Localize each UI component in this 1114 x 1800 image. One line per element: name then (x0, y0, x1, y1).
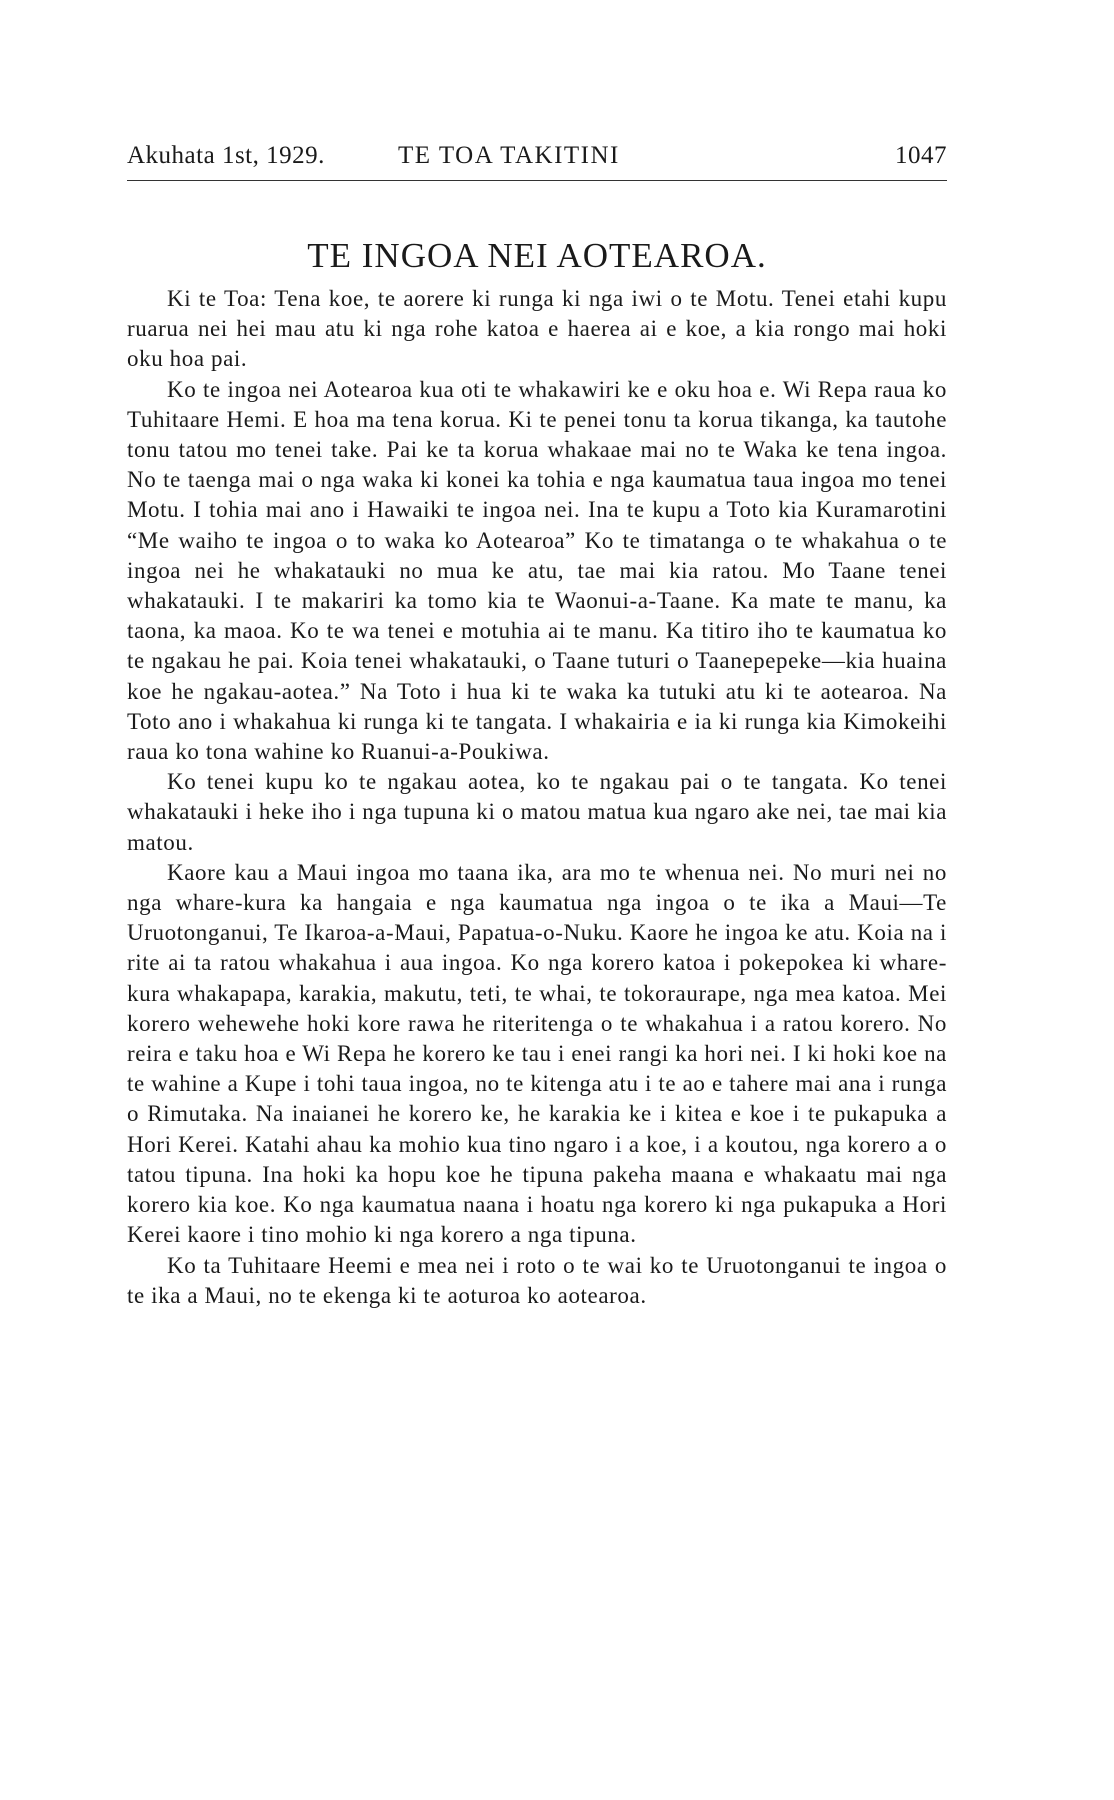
document-page (127, 142, 947, 1311)
paragraph-4: Kaore kau a Maui ingoa mo taana ika, ara mo te whenua nei. No muri nei no nga whare-kura ka hangaia e nga kaumatua nga ingoa o te ika a Maui—Te Uruotonganui, Te Ikaroa-a-Maui, Papatua-o-Nuku. Kaore he ingoa ke atu. Koia na i rite ai ta ratou whakahua i aua ingoa. Ko nga korero katoa i pokepokea ki whare-kura whakapapa, karakia, makutu, teti, te whai, te tokoraurape, nga mea katoa. Mei korero wehewehe hoki kore rawa he riteritenga o te whakahua i a ratou korero. No reira e taku hoa e Wi Repa he korero ke tau i enei rangi ka hori nei. I ki hoki koe na te wahine a Kupe i tohi taua ingoa, no te kitenga atu i te ao e tahere mai ana i runga o Rimutaka. Na inaianei he korero ke, he karakia ke i kitea e koe i te pukapuka a Hori Kerei. Katahi ahau ka mohio kua tino ngaro i a koe, i a koutou, nga korero a o tatou tipuna. Ina hoki ka hopu koe he tipuna pakeha maana e whakaatu mai nga korero kia koe. Ko nga kaumatua naana i hoatu nga korero ki nga pukapuka a Hori Kerei kaore i tino mohio ki nga korero a nga tipuna. (127, 859, 947, 1248)
page-number: 1047 (895, 142, 947, 169)
paragraph-5: Ko ta Tuhitaare Heemi e mea nei i roto o te wai ko te Uruotonganui te ingoa o te ika a Maui, no te ekenga ki te aoturoa ko aotearoa. (127, 1252, 947, 1308)
issue-date: Akuhata 1st, 1929. (127, 142, 325, 169)
article-body (127, 284, 947, 1311)
paragraph-1: Ki te Toa: Tena koe, te aorere ki runga ki nga iwi o te Motu. Tenei etahi kupu ruarua nei hei mau atu ki nga rohe katoa e haerea ai e koe, a kia rongo mai hoki oku hoa pai. (127, 286, 947, 372)
header-rule (127, 180, 947, 181)
running-head (127, 142, 947, 178)
journal-title: TE TOA TAKITINI (398, 142, 620, 169)
paragraph-3: Ko tenei kupu ko te ngakau aotea, ko te ngakau pai o te tangata. Ko tenei whakatauki i heke iho i nga tupuna ki o matou matua kua ngaro ake nei, tae mai kia matou. (127, 769, 947, 855)
article-title: TE INGOA NEI AOTEAROA. (307, 236, 767, 275)
paragraph-2: Ko te ingoa nei Aotearoa kua oti te whakawiri ke e oku hoa e. Wi Repa raua ko Tuhitaare Hemi. E hoa ma tena korua. Ki te penei tonu ta korua tikanga, ka tautohe tonu tatou mo tenei take. Pai ke ta korua whakaae mai no te Waka ke tena ingoa. No te taenga mai o nga waka ki konei ka tohia e nga kaumatua taua ingoa mo tenei Motu. I tohia mai ano i Hawaiki te ingoa nei. Ina te kupu a Toto kia Kuramarotini “Me waiho te ingoa o to waka ko Aotearoa” Ko te timatanga o te whakahua o te ingoa nei he whakatauki no mua ke atu, tae mai kia ratou. Mo Taane tenei whakatauki. I te makariri ka tomo kia te Waonui-a-Taane. Ka mate te manu, ka taona, ka maoa. Ko te wa tenei e motuhia ai te manu. Ka titiro iho te kaumatua ko te ngakau he pai. Koia tenei whakatauki, o Taane tuturi o Taanepepeke—kia huaina koe he ngakau-aotea.” Na Toto i hua ki te waka ka tutuki atu ki te aotearoa. Na Toto ano i whakahua ki runga ki te tangata. I whakairia e ia ki runga kia Kimokeihi raua ko tona wahine ko Ruanui-a-Poukiwa. (127, 376, 947, 765)
